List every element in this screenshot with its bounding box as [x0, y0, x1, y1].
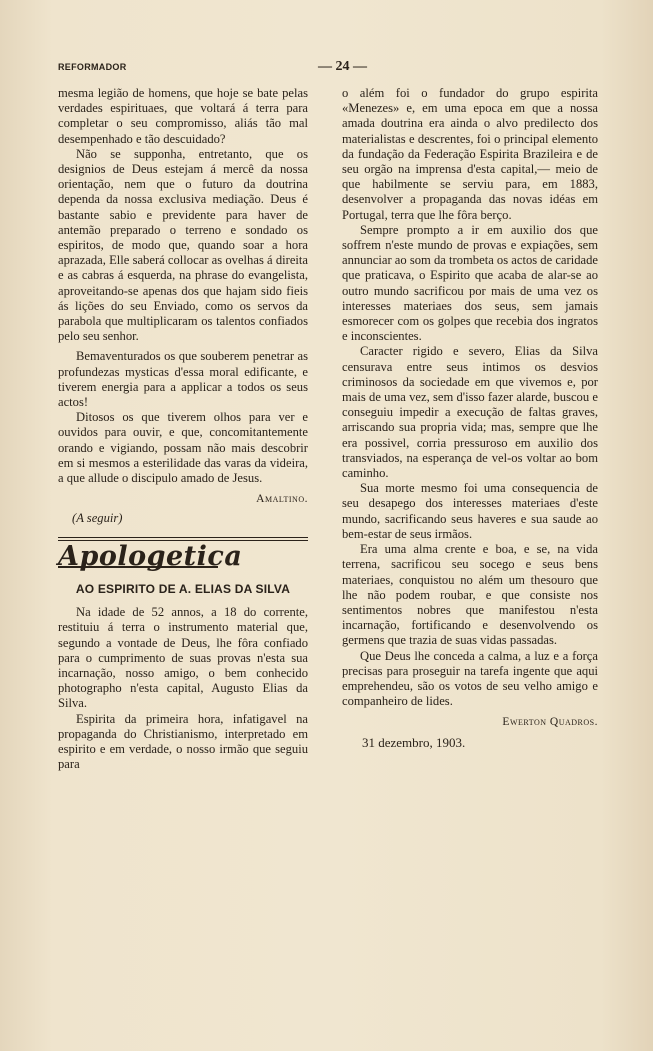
paragraph: Que Deus lhe conceda a calma, a luz e a força precisas para proseguir na tarefa ingente que aqui emprehendeu, são os votos de seu velho amigo e companheiro de lides. [342, 648, 598, 709]
page-header [58, 59, 605, 76]
paragraph: Era uma alma crente e boa, e se, na vida terrena, sacrificou seu socego e seus bens materiaes, conquistou no além um thesouro que lhe não podem roubar, e que consiste nos sentimentos nobres que manifestou n'esta incarnação, fortificando e desenvolvendo os germens que trazia de suas vidas passadas. [342, 542, 598, 648]
paragraph: Bemaventurados os que souberem penetrar as profundezas mysticas d'essa moral edificante, e tiverem energia para a applicar a todos os seus actos! [58, 349, 308, 410]
right-column [342, 86, 598, 750]
section-title: Apologetica [58, 540, 243, 572]
author-signature: Amaltino. [256, 493, 308, 506]
paragraph: Não se supponha, entretanto, que os designios de Deus estejam á mercê da nossa orientação, nem que o futuro da doutrina dependa da nossa exclusiva mediação. Deus é bastante sabio e previdente para haver de antemão preparado o terreno e sondado os espiritos, de modo que, quando soar a hora aprazada, Elle saberá collocar as ovelhas á direita e as cabras á esquerda, na phrase do evangelista, aproveitando-se apenas dos que hajam sido fieis ás lições do seu Enviado, como os servos da parabola que multiplicaram os talentos confiados pelo seu senhor. [58, 146, 308, 344]
paragraph: Ditosos os que tiverem olhos para ver e ouvidos para ouvir, e que, concomitantemente orando e vigiando, possam não mais descobrir em si mesmos a esterilidade das varas da videira, a que allude o discipulo amado de Jesus. [58, 410, 308, 486]
page-number: — 24 — [318, 59, 367, 74]
paragraph: mesma legião de homens, que hoje se bate pelas verdades espirituaes, que voltará á terra para completar o seu compromisso, aliás tão mal desempenhado e tão descuidado? [58, 86, 308, 146]
running-title: REFORMADOR [58, 62, 127, 72]
paragraph: Espirita da primeira hora, infatigavel na propaganda do Christianismo, interpretado em espirito e em verdade, o nosso irmão que seguiu para [58, 711, 308, 772]
paragraph: Sempre prompto a ir em auxilio dos que soffrem n'este mundo de provas e expiações, sem annunciar ao som da trombeta os actos de caridade que praticava, o Espirito que acaba de alar-se ao outro mundo sacrificou por mais de uma vez os interesses materiaes dos seus, sem jamais esmorecer com os golpes que recebia dos ingratos e inconscientes. [342, 222, 598, 344]
paragraph: o além foi o fundador do grupo espirita «Menezes» e, em uma epoca em que a nossa amada doutrina era ainda o alvo predilecto dos materialistas e descrentes, foi o principal elemento da fundação da Federação Espirita Brazileira e de seu orgão na imprensa d'esta capital,— meio de que habilmente se serviu para, em 1883, desenvolver a propaganda das novas idéas em Portugal, terra que lhe fôra berço. [342, 86, 598, 222]
paragraph: Sua morte mesmo foi uma consequencia de seu desapego dos interesses materiaes d'este mundo, sacrificando seus haveres e sua saude ao bem-estar de seus irmãos. [342, 481, 598, 541]
article-title: AO ESPIRITO DE A. ELIAS DA SILVA [75, 581, 291, 596]
article-date: 31 dezembro, 1903. [362, 734, 466, 750]
left-column [58, 86, 308, 772]
author-signature: Ewerton Quadros. [502, 716, 598, 729]
paragraph: Na idade de 52 annos, a 18 do corrente, restituiu á terra o instrumento material que, segundo a vontade de Deus, lhe fôra confiado para o cumprimento de suas provas n'esta sua incarnação, nosso amigo, o bem conhecido photographo n'esta capital, Augusto Elias da Silva. [58, 605, 308, 711]
paragraph: Caracter rigido e severo, Elias da Silva censurava entre seus intimos os desvios criminosos da sociedade em que vivemos e, por mais de uma vez, sem d'isso fazer alarde, buscou e conseguiu impedir a execução de faltas graves, arriscando sua propria vida; mas, sempre que lhe era possivel, corria pressuroso em auxilio dos transviados, na esperança de vel-os voltar ao bom caminho. [342, 344, 598, 481]
continued-note: (A seguir) [72, 511, 123, 526]
